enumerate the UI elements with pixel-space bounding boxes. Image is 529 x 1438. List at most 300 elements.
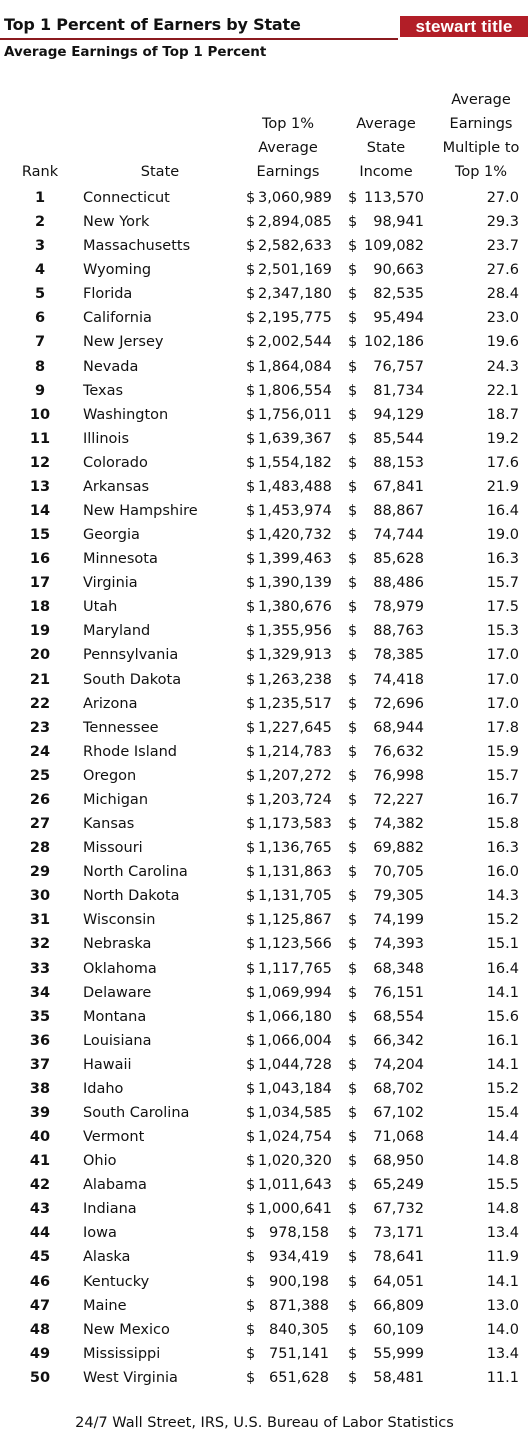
state-income-currency: $ (348, 864, 358, 881)
state-cell: Idaho (83, 1080, 124, 1097)
state-income-currency: $ (348, 478, 358, 495)
state-income-currency: $ (348, 791, 358, 808)
state-cell: California (83, 310, 152, 327)
state-cell: Arizona (83, 695, 138, 712)
table-row (0, 860, 529, 884)
top-earnings-currency: $ (246, 599, 256, 616)
multiple-cell: 16.3 (486, 840, 519, 857)
state-income-cell: 70,705 (373, 864, 424, 881)
top-earnings-cell: 1,203,724 (258, 791, 332, 808)
rank-cell: 34 (29, 984, 51, 1001)
rank-cell: 1 (34, 190, 46, 206)
rank-cell: 3 (34, 238, 46, 255)
state-income-currency: $ (348, 575, 358, 592)
top-earnings-currency: $ (246, 286, 256, 303)
multiple-header-line3: Multiple to (442, 140, 520, 156)
multiple-cell: 11.9 (486, 1249, 519, 1266)
state-income-currency: $ (348, 1201, 358, 1218)
table-row (0, 740, 529, 764)
table-row (0, 258, 529, 282)
rank-cell: 19 (29, 623, 51, 640)
top-earnings-cell: 1,131,705 (258, 888, 332, 905)
state-cell: Nebraska (83, 936, 152, 953)
multiple-cell: 28.4 (486, 286, 519, 303)
state-cell: Oregon (83, 767, 137, 784)
rank-cell: 4 (34, 262, 46, 279)
state-cell: Wisconsin (83, 912, 156, 929)
state-income-cell: 67,841 (373, 478, 424, 495)
multiple-cell: 18.7 (486, 406, 519, 423)
top-earnings-cell: 1,044,728 (258, 1056, 332, 1073)
rank-cell: 37 (29, 1056, 51, 1073)
state-income-cell: 88,763 (373, 623, 424, 640)
state-cell: Arkansas (83, 478, 150, 495)
multiple-cell: 19.0 (486, 527, 519, 544)
rank-cell: 30 (29, 888, 51, 905)
table-row (0, 1149, 529, 1173)
top-earnings-cell: 1,020,320 (258, 1153, 332, 1170)
multiple-cell: 14.3 (486, 888, 519, 905)
state-income-currency: $ (348, 912, 358, 929)
subtitle: Average Earnings of Top 1 Percent (4, 44, 267, 60)
top-earnings-currency: $ (246, 984, 256, 1001)
top-earnings-cell: 1,864,084 (258, 358, 332, 375)
state-income-cell: 82,535 (373, 286, 424, 303)
state-income-cell: 90,663 (373, 262, 424, 279)
top-earnings-currency: $ (246, 1104, 256, 1121)
state-cell: Indiana (83, 1201, 137, 1218)
top-earnings-cell: 978,158 (269, 1225, 329, 1242)
state-cell: Alaska (83, 1249, 131, 1266)
rank-cell: 47 (29, 1297, 51, 1314)
top-earnings-currency: $ (246, 262, 256, 279)
top-earnings-currency: $ (246, 719, 256, 736)
top-earnings-cell: 2,894,085 (258, 214, 332, 231)
top-earnings-currency: $ (246, 358, 256, 375)
state-income-currency: $ (348, 454, 358, 471)
state-income-currency: $ (348, 1032, 358, 1049)
rank-cell: 44 (29, 1225, 51, 1242)
state-cell: Virginia (83, 575, 138, 592)
state-income-cell: 67,102 (373, 1104, 424, 1121)
state-income-currency: $ (348, 1297, 358, 1314)
state-income-cell: 66,342 (373, 1032, 424, 1049)
state-income-cell: 74,199 (373, 912, 424, 929)
state-income-cell: 88,867 (373, 503, 424, 520)
table-row (0, 571, 529, 595)
top-earnings-currency: $ (246, 430, 256, 447)
state-income-cell: 74,744 (373, 527, 424, 544)
state-income-currency: $ (348, 382, 358, 399)
top-earnings-currency: $ (246, 1345, 256, 1362)
multiple-cell: 19.6 (486, 334, 519, 351)
top-earnings-cell: 1,034,585 (258, 1104, 332, 1121)
table-row (0, 1029, 529, 1053)
state-income-cell: 68,348 (373, 960, 424, 977)
state-income-currency: $ (348, 1225, 358, 1242)
top-earnings-cell: 1,011,643 (258, 1177, 332, 1194)
state-income-currency: $ (348, 286, 358, 303)
state-income-cell: 88,153 (373, 454, 424, 471)
multiple-cell: 23.7 (486, 238, 519, 255)
multiple-cell: 17.0 (486, 695, 519, 712)
multiple-cell: 15.9 (486, 743, 519, 760)
state-cell: Washington (83, 406, 169, 423)
state-income-currency: $ (348, 1153, 358, 1170)
table-row (0, 932, 529, 956)
top-earnings-cell: 1,227,645 (258, 719, 332, 736)
top-earnings-cell: 1,420,732 (258, 527, 332, 544)
state-income-currency: $ (348, 816, 358, 833)
state-cell: Rhode Island (83, 743, 178, 760)
table-row (0, 788, 529, 812)
state-income-cell: 74,418 (373, 671, 424, 688)
state-cell: Massachusetts (83, 238, 191, 255)
multiple-cell: 14.1 (486, 1056, 519, 1073)
table-row (0, 668, 529, 692)
rank-cell: 49 (29, 1345, 51, 1362)
state-income-currency: $ (348, 1056, 358, 1073)
top-earnings-cell: 1,483,488 (258, 478, 332, 495)
multiple-cell: 15.1 (486, 936, 519, 953)
multiple-cell: 29.3 (486, 214, 519, 231)
multiple-cell: 22.1 (486, 382, 519, 399)
state-cell: Hawaii (83, 1056, 132, 1073)
state-cell: Illinois (83, 430, 130, 447)
multiple-cell: 14.8 (486, 1201, 519, 1218)
table-row (0, 1101, 529, 1125)
table-row (0, 716, 529, 740)
top-earnings-currency: $ (246, 454, 256, 471)
state-cell: Missouri (83, 840, 143, 857)
state-income-cell: 74,393 (373, 936, 424, 953)
state-cell: New Jersey (83, 334, 164, 351)
rank-cell: 36 (29, 1032, 51, 1049)
state-income-currency: $ (348, 527, 358, 544)
multiple-cell: 23.0 (486, 310, 519, 327)
rank-cell: 9 (34, 382, 46, 399)
multiple-cell: 15.7 (486, 767, 519, 784)
rank-cell: 35 (29, 1008, 51, 1025)
rank-cell: 23 (29, 719, 51, 736)
rank-cell: 38 (29, 1080, 51, 1097)
multiple-cell: 15.3 (486, 623, 519, 640)
top-earnings-currency: $ (246, 214, 256, 231)
table-row (0, 379, 529, 403)
state-header: State (140, 164, 180, 180)
top-earnings-cell: 1,329,913 (258, 647, 332, 664)
top-earnings-currency: $ (246, 1321, 256, 1338)
table-row (0, 1197, 529, 1221)
source-note: 24/7 Wall Street, IRS, U.S. Bureau of Labor Statistics (75, 1415, 454, 1431)
state-income-currency: $ (348, 190, 358, 206)
top-earnings-currency: $ (246, 816, 256, 833)
state-income-cell: 68,702 (373, 1080, 424, 1097)
state-income-cell: 67,732 (373, 1201, 424, 1218)
top-earnings-currency: $ (246, 310, 256, 327)
rank-cell: 50 (29, 1369, 51, 1386)
state-income-cell: 74,382 (373, 816, 424, 833)
rank-cell: 27 (29, 816, 51, 833)
state-cell: Iowa (83, 1225, 117, 1242)
top-earnings-cell: 1,554,182 (258, 454, 332, 471)
top-earnings-cell: 2,347,180 (258, 286, 332, 303)
state-income-cell: 71,068 (373, 1129, 424, 1146)
top-earnings-cell: 1,117,765 (258, 960, 332, 977)
multiple-cell: 13.4 (486, 1225, 519, 1242)
top-earnings-cell: 1,453,974 (258, 503, 332, 520)
state-income-cell: 68,950 (373, 1153, 424, 1170)
table-row (0, 1053, 529, 1077)
table-row (0, 884, 529, 908)
state-income-currency: $ (348, 1273, 358, 1290)
table-row (0, 957, 529, 981)
top-earnings-cell: 1,214,783 (258, 743, 332, 760)
state-income-cell: 66,809 (373, 1297, 424, 1314)
state-income-cell: 68,554 (373, 1008, 424, 1025)
top-earnings-cell: 1,235,517 (258, 695, 332, 712)
table-row (0, 306, 529, 330)
state-income-currency: $ (348, 695, 358, 712)
top-earnings-cell: 2,582,633 (258, 238, 332, 255)
table-row (0, 355, 529, 379)
top-earnings-currency: $ (246, 527, 256, 544)
multiple-header-line1: Average (451, 92, 511, 108)
top-earnings-currency: $ (246, 1056, 256, 1073)
table-row (0, 234, 529, 258)
top-earnings-currency: $ (246, 478, 256, 495)
top-earnings-currency: $ (246, 791, 256, 808)
multiple-cell: 17.8 (486, 719, 519, 736)
rank-cell: 28 (29, 840, 51, 857)
rank-cell: 6 (34, 310, 46, 327)
state-income-currency: $ (348, 1080, 358, 1097)
multiple-cell: 11.1 (486, 1369, 519, 1386)
header (0, 0, 529, 40)
multiple-cell: 16.3 (486, 551, 519, 568)
rank-cell: 22 (29, 695, 51, 712)
multiple-cell: 17.0 (486, 671, 519, 688)
top-earnings-cell: 1,380,676 (258, 599, 332, 616)
state-cell: Wyoming (83, 262, 152, 279)
multiple-cell: 13.4 (486, 1345, 519, 1362)
state-cell: Maryland (83, 623, 151, 640)
state-income-cell: 98,941 (373, 214, 424, 231)
multiple-cell: 15.6 (486, 1008, 519, 1025)
state-cell: New Mexico (83, 1321, 170, 1338)
state-income-currency: $ (348, 214, 358, 231)
top-earnings-currency: $ (246, 936, 256, 953)
state-income-currency: $ (348, 551, 358, 568)
table-row (0, 1294, 529, 1318)
state-income-currency: $ (348, 719, 358, 736)
rank-cell: 48 (29, 1321, 51, 1338)
multiple-cell: 15.2 (486, 1080, 519, 1097)
top-earnings-header-line1: Top 1% (261, 116, 315, 132)
table-row (0, 1077, 529, 1101)
top-earnings-currency: $ (246, 503, 256, 520)
state-income-currency: $ (348, 623, 358, 640)
state-income-currency: $ (348, 960, 358, 977)
state-cell: Minnesota (83, 551, 158, 568)
multiple-cell: 15.5 (486, 1177, 519, 1194)
top-earnings-cell: 2,501,169 (258, 262, 332, 279)
state-income-currency: $ (348, 743, 358, 760)
state-cell: New York (83, 214, 150, 231)
top-earnings-currency: $ (246, 743, 256, 760)
state-cell: Delaware (83, 984, 152, 1001)
table-header (0, 90, 529, 184)
state-income-cell: 76,757 (373, 358, 424, 375)
state-cell: Tennessee (83, 719, 159, 736)
multiple-cell: 17.0 (486, 647, 519, 664)
rank-cell: 2 (34, 214, 46, 231)
multiple-cell: 24.3 (486, 358, 519, 375)
state-income-cell: 88,486 (373, 575, 424, 592)
state-income-header-line2: State (366, 140, 406, 156)
top-earnings-currency: $ (246, 238, 256, 255)
state-income-currency: $ (348, 888, 358, 905)
state-cell: West Virginia (83, 1369, 178, 1386)
table-row (0, 908, 529, 932)
top-earnings-currency: $ (246, 888, 256, 905)
top-earnings-cell: 1,399,463 (258, 551, 332, 568)
rank-cell: 5 (34, 286, 46, 303)
state-cell: Kansas (83, 816, 135, 833)
rank-cell: 25 (29, 767, 51, 784)
state-income-cell: 64,051 (373, 1273, 424, 1290)
top-earnings-cell: 1,024,754 (258, 1129, 332, 1146)
table-row (0, 1342, 529, 1366)
top-earnings-currency: $ (246, 1297, 256, 1314)
top-earnings-currency: $ (246, 960, 256, 977)
top-earnings-cell: 1,390,139 (258, 575, 332, 592)
top-earnings-currency: $ (246, 334, 256, 351)
state-income-cell: 78,979 (373, 599, 424, 616)
rank-cell: 41 (29, 1153, 51, 1170)
top-earnings-currency: $ (246, 551, 256, 568)
state-income-cell: 72,696 (373, 695, 424, 712)
table-row (0, 1125, 529, 1149)
multiple-cell: 16.0 (486, 864, 519, 881)
state-income-cell: 94,129 (373, 406, 424, 423)
top-earnings-cell: 1,125,867 (258, 912, 332, 929)
state-income-cell: 55,999 (373, 1345, 424, 1362)
state-income-currency: $ (348, 503, 358, 520)
rank-cell: 16 (29, 551, 51, 568)
multiple-cell: 27.6 (486, 262, 519, 279)
state-income-currency: $ (348, 430, 358, 447)
state-income-cell: 65,249 (373, 1177, 424, 1194)
table-row (0, 643, 529, 667)
top-earnings-cell: 3,060,989 (258, 190, 332, 206)
state-income-currency: $ (348, 840, 358, 857)
rank-cell: 17 (29, 575, 51, 592)
top-earnings-cell: 871,388 (269, 1297, 329, 1314)
top-earnings-currency: $ (246, 1008, 256, 1025)
table-row (0, 451, 529, 475)
multiple-cell: 13.0 (486, 1297, 519, 1314)
state-cell: Texas (83, 382, 124, 399)
state-income-cell: 73,171 (373, 1225, 424, 1242)
state-income-cell: 95,494 (373, 310, 424, 327)
top-earnings-currency: $ (246, 864, 256, 881)
state-income-currency: $ (348, 334, 358, 351)
table-row (0, 282, 529, 306)
state-income-cell: 85,544 (373, 430, 424, 447)
top-earnings-currency: $ (246, 647, 256, 664)
rank-cell: 33 (29, 960, 51, 977)
multiple-cell: 15.4 (486, 1104, 519, 1121)
table-row (0, 836, 529, 860)
table-row (0, 499, 529, 523)
top-earnings-currency: $ (246, 1273, 256, 1290)
table-row (0, 1173, 529, 1197)
state-cell: North Carolina (83, 864, 188, 881)
top-earnings-cell: 1,066,004 (258, 1032, 332, 1049)
multiple-cell: 17.5 (486, 599, 519, 616)
table-row (0, 186, 529, 210)
multiple-cell: 15.2 (486, 912, 519, 929)
table-row (0, 692, 529, 716)
multiple-cell: 19.2 (486, 430, 519, 447)
table-row (0, 1245, 529, 1269)
state-income-currency: $ (348, 671, 358, 688)
table-row (0, 1318, 529, 1342)
top-earnings-currency: $ (246, 840, 256, 857)
top-earnings-currency: $ (246, 1225, 256, 1242)
rank-cell: 40 (29, 1129, 51, 1146)
state-income-currency: $ (348, 1008, 358, 1025)
top-earnings-cell: 1,355,956 (258, 623, 332, 640)
table-row (0, 403, 529, 427)
top-earnings-cell: 1,123,566 (258, 936, 332, 953)
top-earnings-cell: 1,756,011 (258, 406, 332, 423)
table-row (0, 812, 529, 836)
top-earnings-currency: $ (246, 382, 256, 399)
state-cell: Montana (83, 1008, 147, 1025)
state-cell: South Carolina (83, 1104, 190, 1121)
top-earnings-currency: $ (246, 671, 256, 688)
top-earnings-cell: 651,628 (269, 1369, 329, 1386)
top-earnings-currency: $ (246, 575, 256, 592)
top-earnings-cell: 934,419 (269, 1249, 329, 1266)
state-income-cell: 76,151 (373, 984, 424, 1001)
rank-cell: 39 (29, 1104, 51, 1121)
state-income-cell: 74,204 (373, 1056, 424, 1073)
table-row (0, 981, 529, 1005)
state-income-cell: 68,944 (373, 719, 424, 736)
rank-cell: 14 (29, 503, 51, 520)
top-earnings-cell: 2,002,544 (258, 334, 332, 351)
multiple-cell: 15.7 (486, 575, 519, 592)
state-income-cell: 69,882 (373, 840, 424, 857)
rank-cell: 8 (34, 358, 46, 375)
state-cell: Oklahoma (83, 960, 157, 977)
top-earnings-currency: $ (246, 767, 256, 784)
state-cell: Ohio (83, 1153, 117, 1170)
multiple-cell: 14.4 (486, 1129, 519, 1146)
top-earnings-cell: 1,806,554 (258, 382, 332, 399)
rank-cell: 26 (29, 791, 51, 808)
multiple-cell: 17.6 (486, 454, 519, 471)
state-income-cell: 85,628 (373, 551, 424, 568)
state-cell: Mississippi (83, 1345, 161, 1362)
state-cell: Vermont (83, 1129, 145, 1146)
top-earnings-cell: 1,131,863 (258, 864, 332, 881)
state-income-cell: 81,734 (373, 382, 424, 399)
table-row (0, 523, 529, 547)
